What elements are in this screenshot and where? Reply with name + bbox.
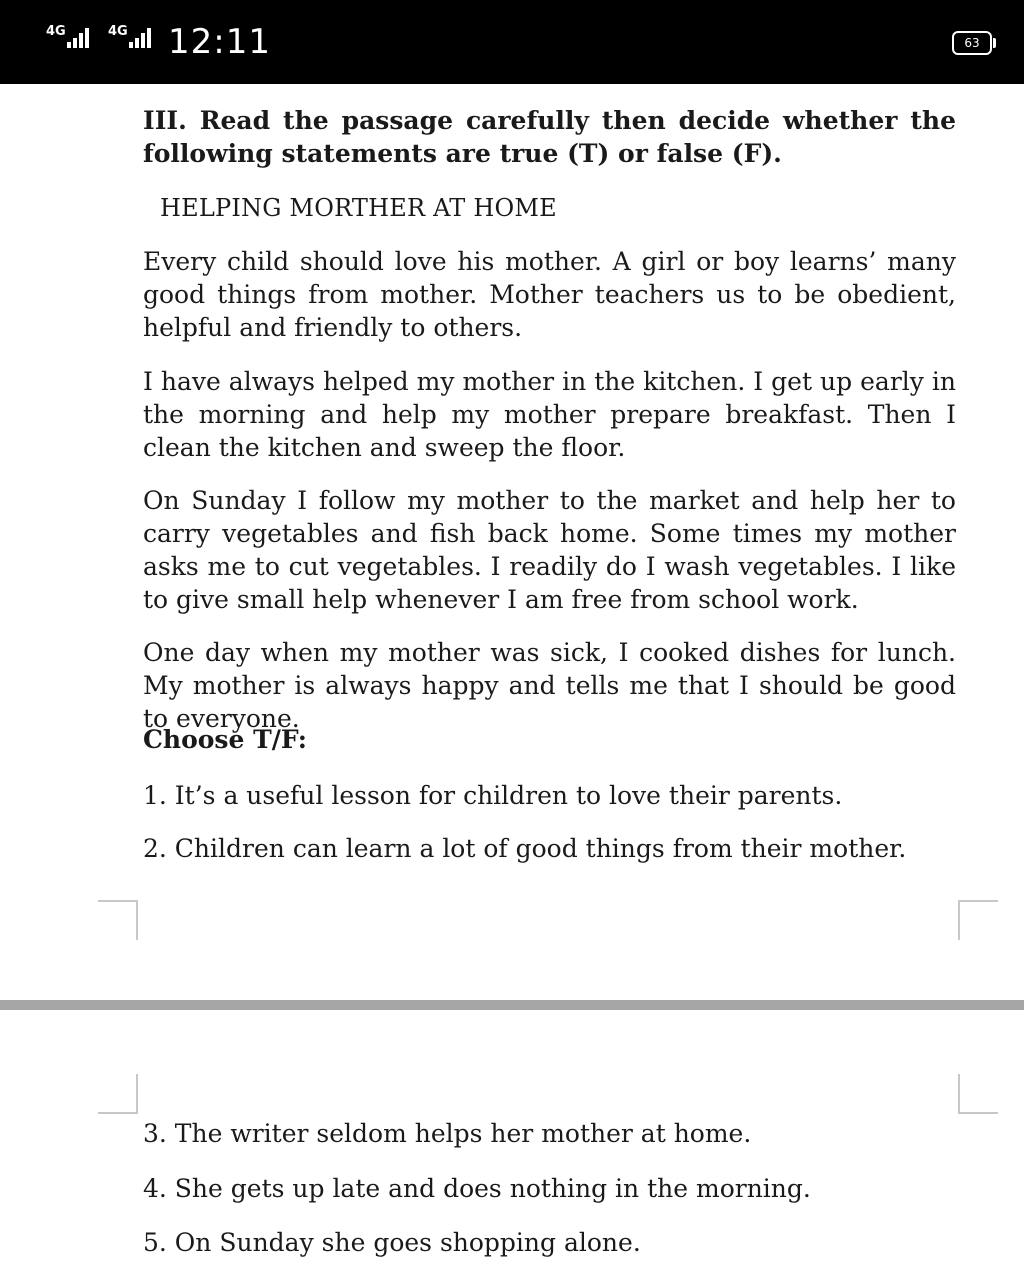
statement-1: 1. It’s a useful lesson for children to love their parents.: [143, 781, 843, 810]
signal-strength-icon: 4G: [46, 26, 89, 48]
statement-2: 2. Children can learn a lot of good things from their mother.: [143, 834, 907, 863]
page-divider: [0, 1000, 1024, 1010]
status-clock: 12:11: [168, 22, 271, 62]
passage-title: HELPING MORTHER AT HOME: [160, 194, 557, 222]
page-crop-mark: [958, 900, 998, 940]
paragraph-1: Every child should love his mother. A girl or boy learns’ many good things from mother. Mother teachers us to be obedient, helpful and friendly to others.: [143, 247, 956, 342]
statement-3: 3. The writer seldom helps her mother at home.: [143, 1119, 752, 1148]
choose-label: Choose T/F:: [143, 725, 307, 754]
page-crop-mark: [98, 900, 138, 940]
battery-tip: [993, 38, 996, 48]
paragraph-4: One day when my mother was sick, I cooked dishes for lunch. My mother is always happy and tells me that I should be good to everyone.: [143, 638, 956, 733]
statement-4: 4. She gets up late and does nothing in the morning.: [143, 1174, 811, 1203]
paragraph-2: I have always helped my mother in the kitchen. I get up early in the morning and help my mother prepare breakfast. Then I clean the kitchen and sweep the floor.: [143, 367, 956, 462]
statement-5: 5. On Sunday she goes shopping alone.: [143, 1228, 641, 1257]
page-crop-mark: [98, 1074, 138, 1114]
status-bar: [0, 0, 1024, 84]
signal-strength-icon: 4G: [108, 26, 151, 48]
instruction-text: III. Read the passage carefully then decide whether the following statements are true (T) or false (F).: [143, 106, 956, 168]
paragraph-3: On Sunday I follow my mother to the market and help her to carry vegetables and fish back home. Some times my mother asks me to cut vegetables. I readily do I wash vegetables. I like to give small help whenever I am free from school work.: [143, 486, 956, 614]
battery-icon: 63: [952, 31, 992, 55]
page-crop-mark: [958, 1074, 998, 1114]
